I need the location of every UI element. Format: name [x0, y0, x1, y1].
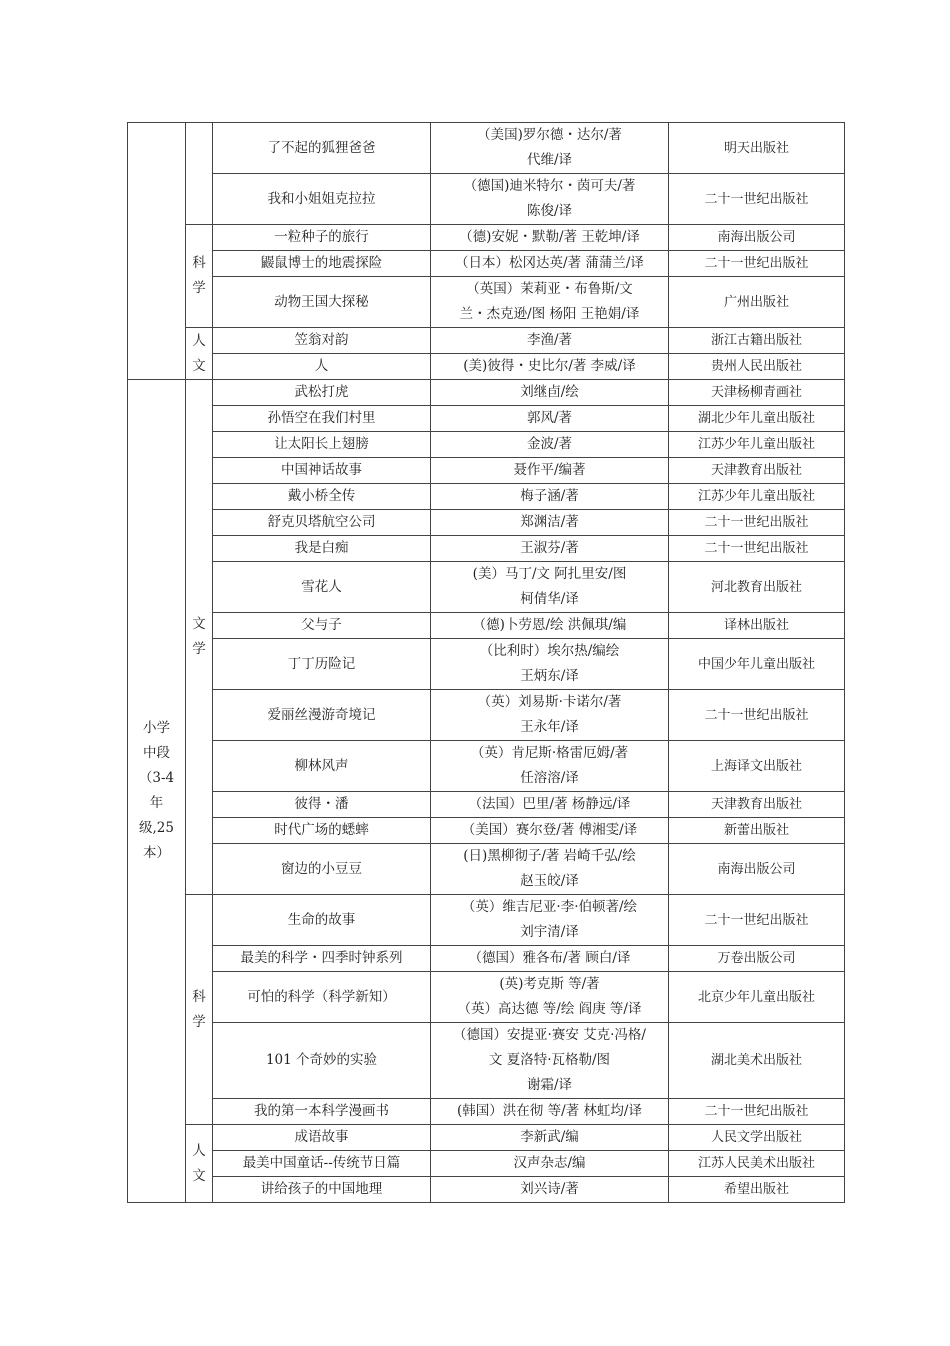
book-author-line: 李新武/编	[520, 1129, 579, 1145]
table-row	[128, 406, 845, 432]
category-cell	[186, 1125, 213, 1203]
book-author	[431, 510, 669, 536]
table-row	[128, 174, 845, 225]
table-row	[128, 277, 845, 328]
book-author	[431, 818, 669, 844]
grade-stage-cell	[128, 380, 186, 1203]
book-title: 中国神话故事	[213, 458, 431, 484]
category-cell	[186, 328, 213, 380]
book-author-line: 刘兴诗/著	[520, 1181, 579, 1197]
book-author-line: （法国）巴里/著 杨静远/译	[468, 796, 631, 812]
book-author	[431, 277, 669, 328]
book-publisher: 河北教育出版社	[669, 562, 845, 613]
grade-stage-text: 本）	[143, 845, 170, 861]
book-publisher: 南海出版公司	[669, 225, 845, 251]
book-publisher: 北京少年儿童出版社	[669, 972, 845, 1023]
book-author-line: （德国）安提亚·赛安 艾克·冯格/	[453, 1027, 646, 1043]
book-author-line: 文 夏洛特·瓦格勒/图	[488, 1052, 611, 1068]
book-author-line: 兰・杰克逊/图 杨阳 王艳娟/译	[459, 306, 640, 322]
book-author-line: 王炳东/译	[520, 668, 579, 684]
book-author	[431, 251, 669, 277]
book-title: 丁丁历险记	[213, 639, 431, 690]
book-author	[431, 613, 669, 639]
book-publisher: 二十一世纪出版社	[669, 895, 845, 946]
table-row	[128, 1177, 845, 1203]
book-author-line: （德)卜劳恩/绘 洪佩琪/编	[472, 617, 627, 633]
book-author	[431, 225, 669, 251]
book-title: 彼得・潘	[213, 792, 431, 818]
category-text: 文	[192, 357, 206, 374]
category-cell	[186, 225, 213, 328]
book-author	[431, 690, 669, 741]
book-title: 人	[213, 354, 431, 380]
table-row	[128, 1099, 845, 1125]
book-author	[431, 639, 669, 690]
book-title: 孙悟空在我们村里	[213, 406, 431, 432]
book-author	[431, 458, 669, 484]
book-title: 101 个奇妙的实验	[213, 1023, 431, 1099]
book-publisher: 贵州人民出版社	[669, 354, 845, 380]
category-text: 人	[192, 1142, 206, 1159]
book-author-line: （德)安妮・默勒/著 王乾坤/译	[459, 229, 640, 245]
table-row	[128, 1023, 845, 1099]
book-author	[431, 484, 669, 510]
book-author-line: 金波/著	[526, 436, 573, 452]
book-author	[431, 1151, 669, 1177]
book-publisher: 南海出版公司	[669, 844, 845, 895]
book-title: 雪花人	[213, 562, 431, 613]
book-publisher: 天津杨柳青画社	[669, 380, 845, 406]
category-text: 人	[192, 332, 206, 349]
book-list-table	[127, 122, 845, 1203]
book-author-line: 聂作平/编著	[513, 462, 586, 478]
book-author-line: (美)彼得・史比尔/著 李威/译	[463, 358, 636, 374]
book-author-line: （英）维吉尼亚·李·伯顿著/绘	[461, 899, 638, 915]
book-title: 时代广场的蟋蟀	[213, 818, 431, 844]
book-title: 讲给孩子的中国地理	[213, 1177, 431, 1203]
book-author	[431, 895, 669, 946]
book-author	[431, 741, 669, 792]
table-row	[128, 510, 845, 536]
book-author-line: （日本）松冈达英/著 蒲蒲兰/译	[455, 255, 644, 271]
category-text: 学	[192, 641, 206, 657]
book-publisher: 天津教育出版社	[669, 792, 845, 818]
table-row	[128, 639, 845, 690]
book-publisher: 江苏人民美术出版社	[669, 1151, 845, 1177]
grade-stage-text: 级,25	[139, 820, 174, 836]
book-publisher: 二十一世纪出版社	[669, 251, 845, 277]
book-title: 最美中国童话--传统节日篇	[213, 1151, 431, 1177]
table-row	[128, 1125, 845, 1151]
book-publisher: 二十一世纪出版社	[669, 174, 845, 225]
book-author	[431, 174, 669, 225]
category-text: 学	[192, 1013, 206, 1030]
book-author	[431, 123, 669, 174]
table-row	[128, 251, 845, 277]
book-author-line: （美国)罗尔德・达尔/著	[477, 127, 622, 143]
table-row	[128, 380, 845, 406]
category-text: 科	[192, 988, 206, 1005]
book-author	[431, 844, 669, 895]
table-row	[128, 741, 845, 792]
book-author-line: （英）肯尼斯·格雷厄姆/著	[470, 745, 629, 761]
table-row	[128, 562, 845, 613]
book-publisher: 译林出版社	[669, 613, 845, 639]
book-publisher: 二十一世纪出版社	[669, 536, 845, 562]
book-author-line: 郭风/著	[526, 410, 573, 426]
book-publisher: 二十一世纪出版社	[669, 1099, 845, 1125]
book-title: 柳林风声	[213, 741, 431, 792]
book-title: 最美的科学・四季时钟系列	[213, 946, 431, 972]
book-title: 一粒种子的旅行	[213, 225, 431, 251]
book-author	[431, 946, 669, 972]
book-author-line: 刘继卣/绘	[520, 384, 579, 400]
book-author	[431, 972, 669, 1023]
book-author-line: (日)黑柳彻子/著 岩崎千弘/绘	[463, 848, 636, 864]
book-publisher: 希望出版社	[669, 1177, 845, 1203]
book-author-line: （英）刘易斯·卡诺尔/著	[477, 694, 622, 710]
book-title: 武松打虎	[213, 380, 431, 406]
grade-stage-cell	[128, 123, 186, 380]
book-title: 可怕的科学（科学新知）	[213, 972, 431, 1023]
grade-stage-text: （3-4	[138, 770, 175, 786]
book-author	[431, 1023, 669, 1099]
table-row	[128, 432, 845, 458]
table-row	[128, 818, 845, 844]
book-author-line: （德国)迪米特尔・茵可夫/著	[463, 178, 636, 194]
category-text: 学	[192, 280, 206, 296]
book-author-line: 赵玉皎/译	[520, 873, 579, 889]
book-title: 爱丽丝漫游奇境记	[213, 690, 431, 741]
book-title: 我和小姐姐克拉拉	[213, 174, 431, 225]
table-row	[128, 895, 845, 946]
category-text: 科	[192, 255, 206, 271]
book-author-line: 任溶溶/译	[520, 770, 579, 786]
book-title: 舒克贝塔航空公司	[213, 510, 431, 536]
table-row	[128, 946, 845, 972]
book-title: 戴小桥全传	[213, 484, 431, 510]
table-row	[128, 484, 845, 510]
book-publisher: 中国少年儿童出版社	[669, 639, 845, 690]
book-publisher: 湖北美术出版社	[669, 1023, 845, 1099]
book-publisher: 二十一世纪出版社	[669, 510, 845, 536]
book-title: 动物王国大探秘	[213, 277, 431, 328]
table-row	[128, 613, 845, 639]
book-publisher: 万卷出版公司	[669, 946, 845, 972]
book-author-line: 刘宇清/译	[520, 924, 579, 940]
book-author-line: 梅子涵/著	[520, 488, 579, 504]
category-cell	[186, 895, 213, 1125]
grade-stage-text: 中段	[143, 745, 170, 761]
book-author-line: 柯倩华/译	[520, 591, 579, 607]
grade-stage-text: 年	[149, 795, 164, 811]
table-row	[128, 792, 845, 818]
book-author	[431, 380, 669, 406]
book-author	[431, 1099, 669, 1125]
book-title: 我是白痴	[213, 536, 431, 562]
book-title: 笠翁对韵	[213, 328, 431, 354]
category-cell	[186, 380, 213, 895]
book-publisher: 天津教育出版社	[669, 458, 845, 484]
book-author	[431, 432, 669, 458]
book-title: 生命的故事	[213, 895, 431, 946]
book-title: 鼹鼠博士的地震探险	[213, 251, 431, 277]
book-author	[431, 536, 669, 562]
book-publisher: 二十一世纪出版社	[669, 690, 845, 741]
book-publisher: 浙江古籍出版社	[669, 328, 845, 354]
book-publisher: 明天出版社	[669, 123, 845, 174]
table-row	[128, 225, 845, 251]
book-author	[431, 792, 669, 818]
book-title: 了不起的狐狸爸爸	[213, 123, 431, 174]
book-author-line: （英国）茉莉亚・布鲁斯/文	[466, 281, 633, 297]
book-author-line: 谢霜/译	[526, 1077, 573, 1093]
book-title: 我的第一本科学漫画书	[213, 1099, 431, 1125]
book-author	[431, 406, 669, 432]
book-author-line: 王永年/译	[520, 719, 579, 735]
book-author-line: (美）马丁/文 阿扎里安/图	[472, 566, 627, 582]
category-cell	[186, 123, 213, 225]
table-row	[128, 844, 845, 895]
book-author-line: 代维/译	[526, 152, 573, 168]
book-publisher: 江苏少年儿童出版社	[669, 484, 845, 510]
book-author	[431, 328, 669, 354]
table-row	[128, 690, 845, 741]
book-author	[431, 562, 669, 613]
book-author	[431, 1177, 669, 1203]
book-publisher: 上海译文出版社	[669, 741, 845, 792]
book-author-line: 王淑芬/著	[520, 540, 579, 556]
book-author-line: （比利时）埃尔热/编绘	[479, 643, 620, 659]
book-author-line: 郑渊洁/著	[520, 514, 579, 530]
book-publisher: 新蕾出版社	[669, 818, 845, 844]
book-author-line: 李渔/著	[526, 332, 573, 348]
book-author-line: （美国）赛尔登/著 傅湘雯/译	[461, 822, 638, 838]
table-row	[128, 972, 845, 1023]
book-publisher: 江苏少年儿童出版社	[669, 432, 845, 458]
table-row	[128, 354, 845, 380]
book-title: 窗边的小豆豆	[213, 844, 431, 895]
table-row	[128, 123, 845, 174]
book-title: 让太阳长上翅膀	[213, 432, 431, 458]
book-title: 父与子	[213, 613, 431, 639]
book-author	[431, 354, 669, 380]
book-author	[431, 1125, 669, 1151]
book-publisher: 人民文学出版社	[669, 1125, 845, 1151]
book-author-line: 陈俊/译	[526, 203, 573, 219]
category-text: 文	[192, 1167, 206, 1184]
book-author-line: 汉声杂志/编	[513, 1155, 586, 1171]
table-row	[128, 328, 845, 354]
table-body	[128, 123, 845, 1203]
book-publisher: 湖北少年儿童出版社	[669, 406, 845, 432]
table-row	[128, 1151, 845, 1177]
grade-stage-text: 小学	[143, 720, 170, 736]
table-row	[128, 458, 845, 484]
book-author-line: （德国）雅各布/著 顾白/译	[468, 950, 631, 966]
category-text: 文	[192, 616, 206, 632]
book-title: 成语故事	[213, 1125, 431, 1151]
book-publisher: 广州出版社	[669, 277, 845, 328]
book-author-line: (英)考克斯 等/著	[499, 976, 600, 992]
book-author-line: （英）高达德 等/绘 阎庚 等/译	[457, 1001, 642, 1017]
book-author-line: (韩国）洪在彻 等/著 林虹均/译	[457, 1103, 642, 1119]
table-row	[128, 536, 845, 562]
